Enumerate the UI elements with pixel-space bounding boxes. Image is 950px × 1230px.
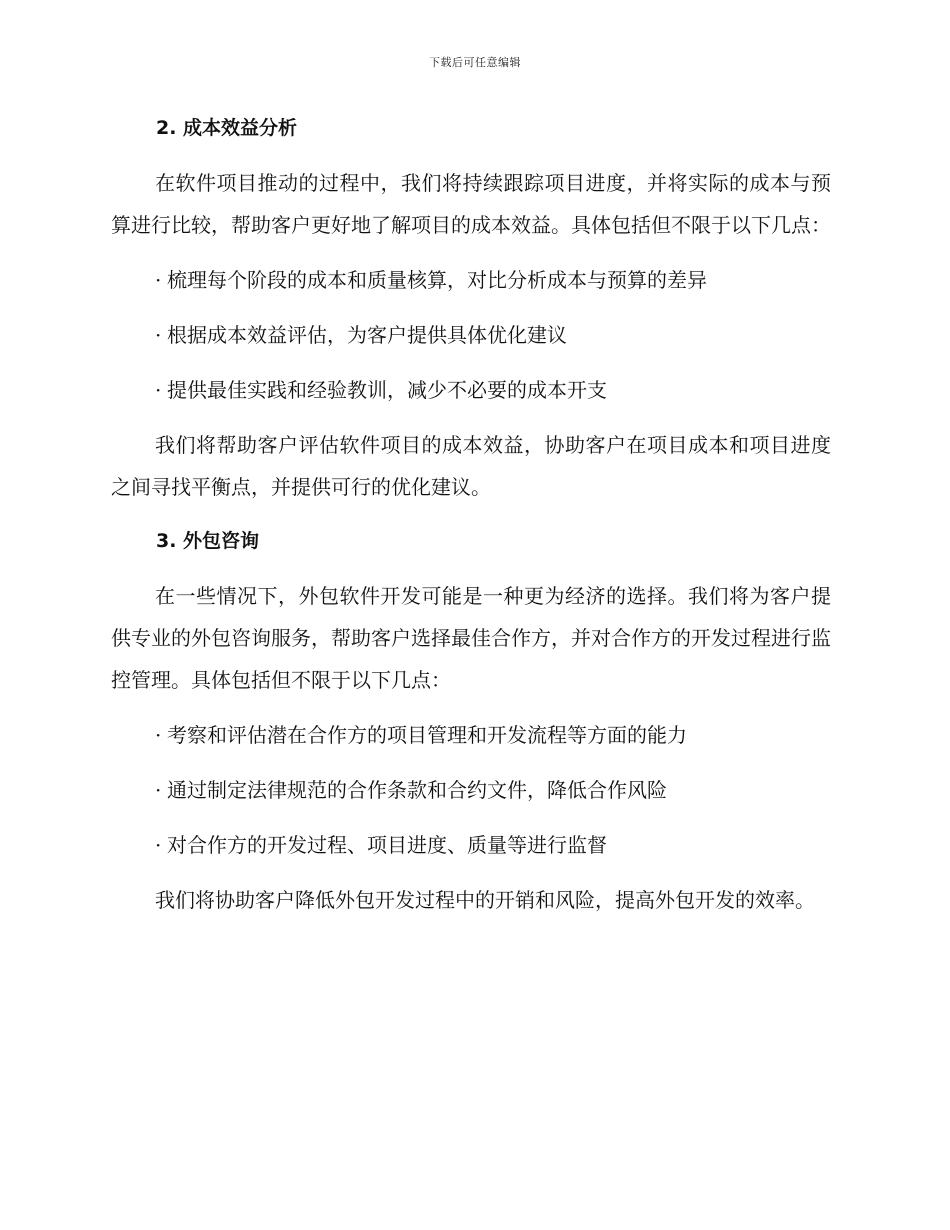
bullet-item — [111, 314, 831, 356]
bullet-text: 根据成本效益评估，为客户提供具体优化建议 — [167, 323, 567, 347]
bullet-symbol: · — [155, 378, 162, 402]
page-header: 下载后可任意编辑 — [429, 56, 521, 69]
bullet-text: 提供最佳实践和经验教训，减少不必要的成本开支 — [167, 378, 607, 402]
section-intro-paragraph: 在一些情况下，外包软件开发可能是一种更为经济的选择。我们将为客户提供专业的外包咨询服务，帮助客户选择最佳合作方，并对合作方的开发过程进行监控管理。具体包括但不限于以下几点： — [111, 584, 831, 692]
bullet-text: 通过制定法律规范的合作条款和合约文件，降低合作风险 — [167, 778, 667, 802]
bullet-symbol: · — [155, 723, 162, 747]
bullet-item — [111, 714, 831, 756]
bullet-item — [111, 369, 831, 411]
section-heading: 3. 外包咨询 — [156, 530, 260, 552]
section-conclusion-paragraph: 我们将协助客户降低外包开发过程中的开销和风险，提高外包开发的效率。 — [155, 888, 815, 912]
bullet-text: 对合作方的开发过程、项目进度、质量等进行监督 — [167, 833, 607, 857]
bullet-symbol: · — [155, 833, 162, 857]
bullet-text: 考察和评估潜在合作方的项目管理和开发流程等方面的能力 — [167, 723, 687, 747]
bullet-item — [111, 824, 831, 866]
bullet-item — [111, 769, 831, 811]
bullet-symbol: · — [155, 268, 162, 292]
bullet-text: 梳理每个阶段的成本和质量核算，对比分析成本与预算的差异 — [167, 268, 707, 292]
bullet-item — [111, 259, 831, 301]
bullet-symbol: · — [155, 778, 162, 802]
document-body — [111, 108, 831, 934]
section-intro-paragraph: 在软件项目推动的过程中，我们将持续跟踪项目进度，并将实际的成本与预算进行比较，帮助客户更好地了解项目的成本效益。具体包括但不限于以下几点： — [111, 171, 831, 237]
section-conclusion-paragraph: 我们将帮助客户评估软件项目的成本效益，协助客户在项目成本和项目进度之间寻找平衡点，并提供可行的优化建议。 — [111, 433, 831, 499]
section-heading: 2. 成本效益分析 — [156, 117, 298, 139]
bullet-symbol: · — [155, 323, 162, 347]
